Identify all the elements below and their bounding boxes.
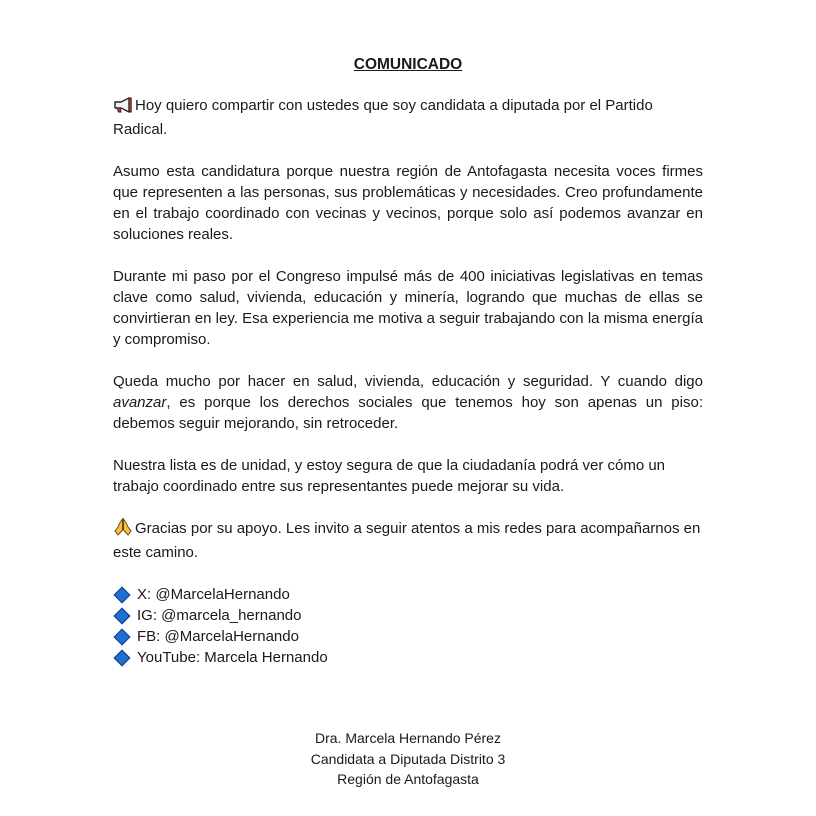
- agenda-text-after: , es porque los derechos sociales que tenemos hoy son apenas un piso: debemos seguir mejorando, sin retroceder.: [113, 394, 703, 432]
- document-title: COMUNICADO: [353, 56, 463, 73]
- signature-role: Candidata a Diputada Distrito 3: [310, 750, 506, 767]
- social-link-label: YouTube: Marcela Hernando: [137, 649, 328, 666]
- praying-hands-icon: [113, 518, 135, 542]
- megaphone-icon: [113, 97, 135, 119]
- social-link-facebook[interactable]: [113, 626, 703, 647]
- paragraph-candidacy: Asumo esta candidatura porque nuestra región de Antofagasta necesita voces firmes que representen a las personas, sus problemáticas y necesidades. Creo profundamente en el trabajo coordinado con vecinas y vecinos, porque solo así podemos avanzar en soluciones reales.: [113, 163, 703, 243]
- agenda-text-before: Queda mucho por hacer en salud, vivienda, educación y seguridad. Y cuando digo: [113, 373, 703, 390]
- document-body: [113, 54, 703, 668]
- paragraph-thanks: [113, 518, 703, 563]
- agenda-emphasis: avanzar: [113, 394, 167, 411]
- blue-diamond-icon: [114, 586, 131, 603]
- signature-block: [113, 728, 703, 790]
- blue-diamond-icon: [114, 607, 131, 624]
- social-link-x[interactable]: [113, 584, 703, 605]
- paragraph-congress: Durante mi paso por el Congreso impulsé más de 400 iniciativas legislativas en temas clave como salud, vivienda, educación y minería, logrando que muchas de ellas se convirtieran en ley. Esa experiencia me motiva a seguir trabajando con la misma energía y compromiso.: [113, 268, 703, 348]
- signature-region: Región de Antofagasta: [337, 771, 479, 787]
- paragraph-announcement: [113, 95, 703, 140]
- blue-diamond-icon: [114, 649, 131, 666]
- blue-diamond-icon: [114, 628, 131, 645]
- social-links-list: [113, 584, 703, 668]
- social-link-label: X: @MarcelaHernando: [137, 586, 290, 603]
- social-link-instagram[interactable]: [113, 605, 703, 626]
- thanks-text: Gracias por su apoyo. Les invito a seguir atentos a mis redes para acompañarnos en este camino.: [113, 520, 701, 561]
- social-link-youtube[interactable]: [113, 647, 703, 668]
- paragraph-unity: Nuestra lista es de unidad, y estoy segura de que la ciudadanía podrá ver cómo un trabajo coordinado entre sus representantes puede mejorar su vida.: [113, 457, 666, 495]
- social-link-label: FB: @MarcelaHernando: [137, 628, 299, 645]
- paragraph-agenda: [113, 371, 703, 434]
- social-link-label: IG: @marcela_hernando: [137, 607, 302, 624]
- signature-name: Dra. Marcela Hernando Pérez: [315, 730, 501, 746]
- announcement-text: Hoy quiero compartir con ustedes que soy candidata a diputada por el Partido Radical.: [113, 97, 653, 138]
